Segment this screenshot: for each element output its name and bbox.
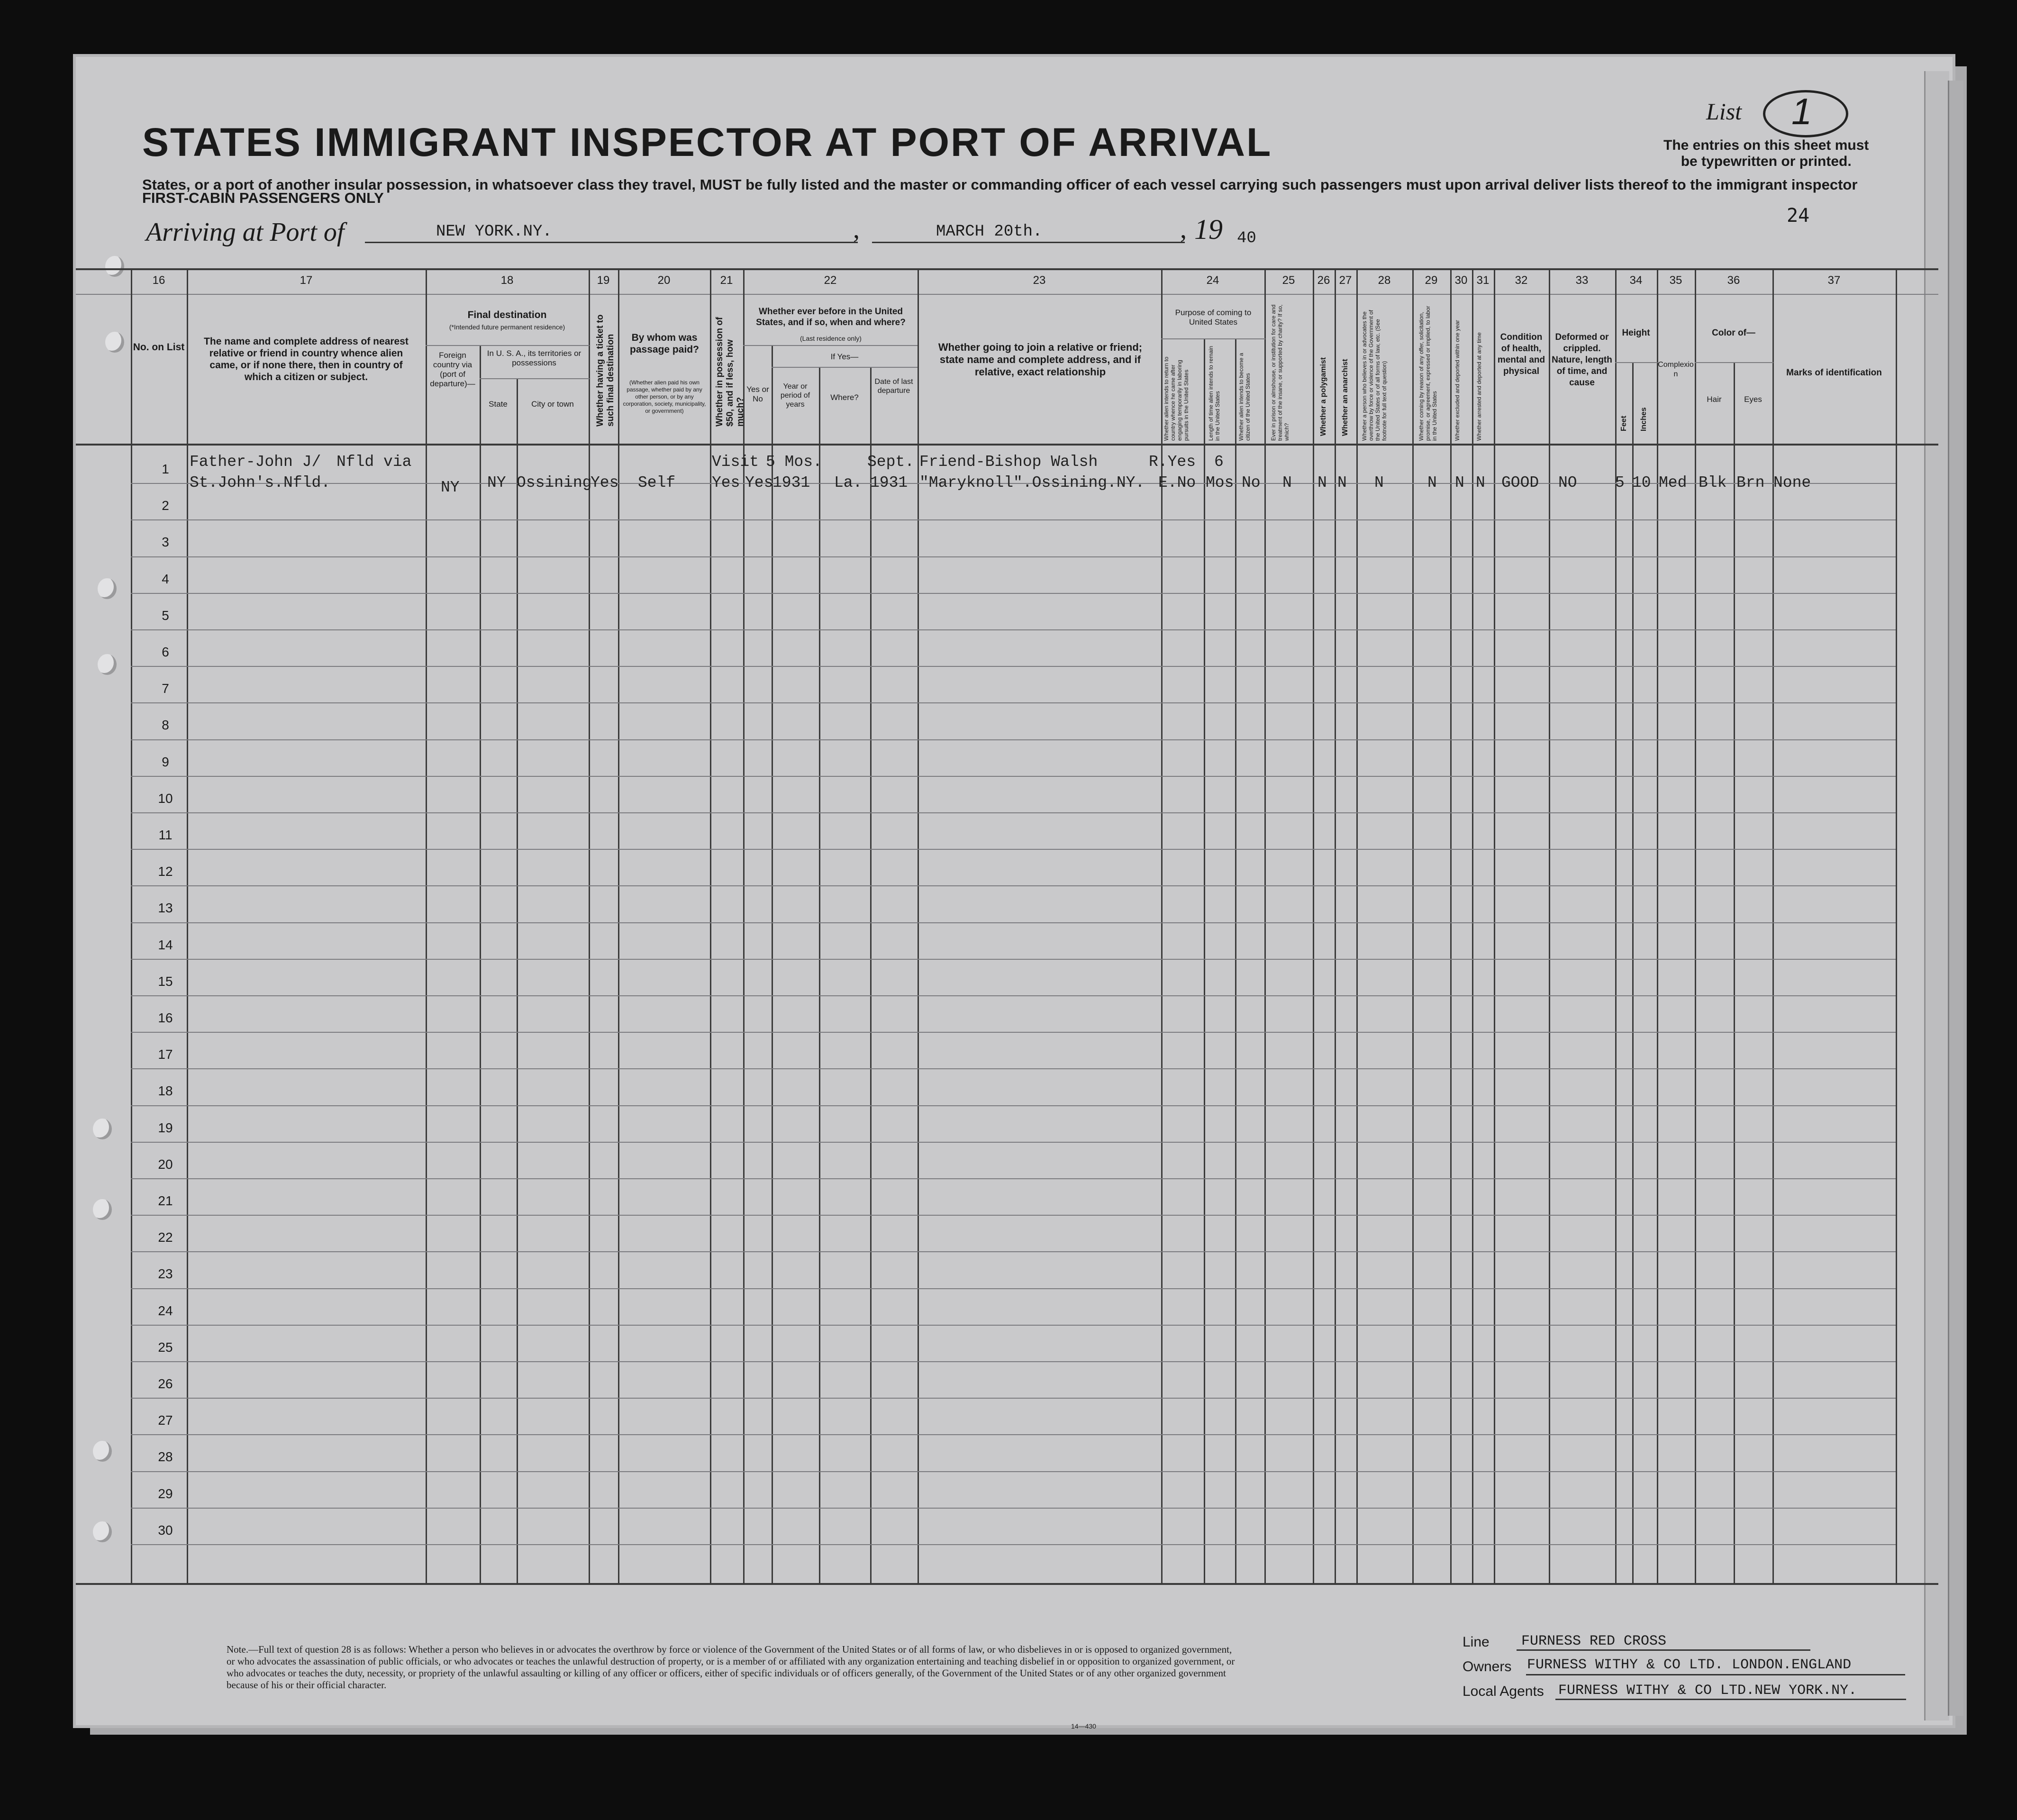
agents-value: FURNESS WITHY & CO LTD.NEW YORK.NY. <box>1558 1683 1857 1699</box>
row-number: 24 <box>158 1303 173 1318</box>
row-number: 19 <box>158 1120 173 1135</box>
entry1-hair: Blk <box>1699 474 1727 491</box>
page-edge-back <box>1948 81 1963 1716</box>
row-rule <box>131 1032 1896 1033</box>
row-rule <box>131 1142 1896 1143</box>
arrival-date: MARCH 20th. <box>936 223 1043 241</box>
arriving-label: Arriving at Port of <box>146 218 345 247</box>
colnum-19: 19 <box>597 274 610 287</box>
owners-label: Owners <box>1463 1659 1512 1674</box>
entry1-50-line1: Visit <box>712 453 759 471</box>
row-rule <box>131 1105 1896 1106</box>
header-anarchist: Whether an anarchist <box>1341 359 1349 436</box>
header-become-citizen: Whether alien intends to become a citizen of the United States <box>1238 353 1251 441</box>
entry1-complexion: Med <box>1659 474 1687 491</box>
entry1-relative-line1: Father-John J/ <box>190 453 321 471</box>
entry1-ticket: Yes <box>591 474 619 491</box>
row-number: 4 <box>162 572 169 586</box>
colnum-29: 29 <box>1425 274 1438 287</box>
entry1-foreign-line1: Nfld via <box>336 453 412 471</box>
row-number: 20 <box>158 1157 173 1172</box>
row-rule <box>131 959 1896 960</box>
subhead-rule <box>1161 338 1265 339</box>
entry1-foreign-country: NY <box>441 479 460 496</box>
colnum-16: 16 <box>152 274 165 287</box>
entries-note-line1: The entries on this sheet must <box>1663 137 1869 153</box>
entry1-inches: 10 <box>1632 474 1651 491</box>
header-arrested: Whether arrested and deported at any time <box>1476 332 1482 441</box>
row-rule <box>131 849 1896 850</box>
entry1-relative-line2: St.John's.Nfld. <box>190 474 331 491</box>
colnum-33: 33 <box>1575 274 1589 287</box>
header-intends-return: Whether alien intends to return to country whence he came after engaging temporarily in laboring pursuits in the United States <box>1163 356 1190 441</box>
comma: , <box>853 215 860 244</box>
row-number: 21 <box>158 1193 173 1208</box>
punch-hole <box>93 1441 112 1462</box>
header-bottom-rule <box>76 444 1938 446</box>
comma: , <box>1180 215 1187 244</box>
col-line <box>1264 268 1266 1584</box>
row-number: 30 <box>158 1523 173 1538</box>
row-number: 27 <box>158 1413 173 1428</box>
punch-hole <box>93 1199 112 1220</box>
table-top-rule <box>76 268 1938 270</box>
entry1-health: GOOD <box>1501 474 1539 491</box>
entry1-return-line1: R.Yes <box>1149 453 1196 471</box>
row-number: 16 <box>158 1010 173 1025</box>
row-number: 17 <box>158 1047 173 1062</box>
colnum-34: 34 <box>1629 274 1643 287</box>
row-rule <box>131 1471 1896 1472</box>
header-eyes: Eyes <box>1744 395 1762 404</box>
col-line <box>1472 268 1473 1584</box>
entry1-marks: None <box>1773 474 1811 491</box>
entry1-date-departure: 1931 <box>870 474 908 491</box>
row-rule <box>131 593 1896 594</box>
punch-hole <box>93 1521 112 1542</box>
row-rule <box>131 666 1896 667</box>
col-line <box>1494 268 1495 1584</box>
entry1-period: 1931 <box>772 474 810 491</box>
row-number: 5 <box>162 608 169 623</box>
header-where: Where? <box>830 393 859 402</box>
entry1-date-top: Sept. <box>867 453 915 471</box>
row-rule <box>131 556 1896 557</box>
table-bottom-rule <box>76 1583 1938 1585</box>
header-yes-no: Yes or No <box>746 385 769 403</box>
colnum-24: 24 <box>1206 274 1219 287</box>
header-if-yes: If Yes— <box>830 352 859 361</box>
entry1-50-line2: Yes <box>712 474 740 491</box>
list-label: List <box>1706 98 1742 125</box>
header-join-relative: Whether going to join a relative or friend; state name and complete address, and if relative, exact relationship <box>938 341 1143 378</box>
header-color-of: Color of— <box>1712 328 1755 338</box>
entry1-polygamist: N <box>1317 474 1327 491</box>
row-rule <box>131 995 1896 996</box>
entry1-period-top: 5 Mos. <box>766 453 822 471</box>
col-line <box>618 268 619 1584</box>
row-number: 29 <box>158 1486 173 1501</box>
row-rule <box>131 885 1896 886</box>
col-line <box>589 268 590 1584</box>
colnum-25: 25 <box>1282 274 1295 287</box>
arrival-year-suffix: 40 <box>1237 229 1256 247</box>
row-number: 8 <box>162 718 169 732</box>
colnum-28: 28 <box>1378 274 1391 287</box>
col-line <box>819 368 820 1584</box>
list-number: 1 <box>1791 91 1812 132</box>
col-line <box>426 268 427 1584</box>
row-rule <box>131 1508 1896 1509</box>
row-rule <box>131 1215 1896 1216</box>
entry1-anarchist: N <box>1337 474 1347 491</box>
row-rule <box>131 1288 1896 1289</box>
header-polygamist: Whether a polygamist <box>1319 357 1327 436</box>
row-rule <box>131 702 1896 703</box>
header-advocate: Whether a person who believes in or advocates the overthrow by force or violence of the Government of the United States or of all forms of law, etc. (See footnote for full text of question) <box>1361 309 1388 441</box>
page-edge <box>1924 71 1949 1720</box>
entry1-before-yes: Yes <box>745 474 773 491</box>
row-number: 1 <box>162 462 169 476</box>
header-marks: Marks of identification <box>1786 368 1882 378</box>
arrival-year-prefix: 19 <box>1194 214 1223 245</box>
row-rule <box>131 1544 1896 1545</box>
owners-underline <box>1526 1674 1905 1675</box>
header-complexion: Complexion <box>1658 361 1694 378</box>
row-number: 2 <box>162 498 169 513</box>
colnum-27: 27 <box>1339 274 1352 287</box>
line-underline <box>1517 1649 1810 1651</box>
subhead-rule <box>480 378 590 379</box>
subhead-rule <box>426 345 590 346</box>
colnum-36: 36 <box>1727 274 1740 287</box>
header-in-usa: In U. S. A., its territories or possessions <box>487 349 581 367</box>
col-line <box>1896 268 1897 1584</box>
col-line <box>1412 268 1414 1584</box>
colnum-17: 17 <box>300 274 313 287</box>
entries-note <box>1663 137 1869 170</box>
colnum-31: 31 <box>1476 274 1490 287</box>
row-number: 9 <box>162 755 169 769</box>
header-labor-offer: Whether coming by reason of any offer, solicitation, promise, or agreement, expressed or implied, to labor in the United States <box>1418 306 1438 441</box>
row-rule <box>131 1068 1896 1069</box>
row-number: 15 <box>158 974 173 989</box>
header-hair: Hair <box>1707 395 1722 404</box>
entry1-join-line2: "Maryknoll".Ossining.NY. <box>919 474 1145 491</box>
entry1-excluded: N <box>1455 474 1464 491</box>
entries-note-line2: be typewritten or printed. <box>1681 154 1852 169</box>
header-deformed: Deformed or crippled. Nature, length of time, and cause <box>1552 332 1612 388</box>
subhead-rule <box>743 345 918 346</box>
row-rule <box>131 519 1896 520</box>
header-final-destination-sub: (*Intended future permanent residence) <box>449 323 565 331</box>
colnum-35: 35 <box>1669 274 1682 287</box>
entry1-passage-paid: Self <box>638 474 676 491</box>
col-line <box>1657 268 1658 1584</box>
header-before-in-us-sub: (Last residence only) <box>800 335 862 342</box>
page-number: 24 <box>1787 205 1810 227</box>
entry1-feet: 5 <box>1615 474 1625 491</box>
entry1-return-line2: E.No <box>1158 474 1196 491</box>
subhead-rule <box>1695 362 1773 363</box>
line-label: Line <box>1463 1634 1490 1650</box>
col-line <box>1772 268 1774 1584</box>
col-line <box>1734 363 1735 1584</box>
header-feet: Feet <box>1620 416 1628 431</box>
row-number: 28 <box>158 1449 173 1464</box>
header-no-on-list: No. on List <box>133 342 185 353</box>
header-ticket: Whether having a ticket to such final destination <box>595 314 616 427</box>
header-relative: The name and complete address of nearest relative or friend in country whence alien came, or if none there, then in country of which a citizen or subject. <box>204 336 409 382</box>
col-line <box>1615 268 1617 1584</box>
col-line <box>131 268 132 1584</box>
form-title: STATES IMMIGRANT INSPECTOR AT PORT OF ARRIVAL <box>142 120 1272 164</box>
row-number: 22 <box>158 1230 173 1245</box>
row-number: 14 <box>158 937 173 952</box>
row-rule <box>131 1178 1896 1179</box>
form-instructions: States, or a port of another insular possession, in whatsoever class they travel, MUST be fully listed and the master or commanding officer of each vessel carrying such passengers must upon arrival deliver lists thereof to the immigrant inspector <box>142 176 1858 193</box>
header-height: Height <box>1622 328 1650 338</box>
col-line <box>918 268 919 1584</box>
entry1-join-line1: Friend-Bishop Walsh <box>919 453 1098 471</box>
header-before-in-us: Whether ever before in the United States, and if so, when and where? <box>756 307 906 328</box>
col-line <box>1356 268 1358 1584</box>
punch-hole <box>93 1119 112 1139</box>
entry1-eyes: Brn <box>1736 474 1765 491</box>
entry1-length-line1: 6 <box>1214 453 1224 471</box>
col-line <box>1695 268 1696 1584</box>
header-purpose: Purpose of coming to United States <box>1175 308 1252 327</box>
entry1-length-line2: Mos <box>1206 474 1234 491</box>
form-class-note: FIRST-CABIN PASSENGERS ONLY <box>142 190 384 206</box>
owners-value: FURNESS WITHY & CO LTD. LONDON.ENGLAND <box>1527 1657 1852 1673</box>
row-number: 6 <box>162 645 169 659</box>
punch-hole <box>105 256 124 277</box>
agents-label: Local Agents <box>1463 1684 1544 1699</box>
col-line <box>870 368 872 1584</box>
header-foreign-country: Foreign country via (port of departure)— <box>430 351 475 388</box>
entry1-state: NY <box>487 474 506 491</box>
entry1-arrested: N <box>1476 474 1485 491</box>
colnum-18: 18 <box>500 274 514 287</box>
port-underline <box>365 242 858 243</box>
row-number: 3 <box>162 535 169 549</box>
header-inches: Inches <box>1640 407 1648 431</box>
row-number: 18 <box>158 1083 173 1098</box>
row-rule <box>131 922 1896 923</box>
colnum-22: 22 <box>824 274 837 287</box>
col-line <box>710 268 711 1584</box>
entry1-prison: N <box>1282 474 1292 491</box>
entry1-labor-offer: N <box>1427 474 1437 491</box>
entry1-deformed: NO <box>1558 474 1577 491</box>
line-value: FURNESS RED CROSS <box>1521 1633 1667 1649</box>
subhead-rule <box>1615 362 1658 363</box>
row-rule <box>131 629 1896 630</box>
header-city: City or town <box>531 400 574 409</box>
agents-underline <box>1555 1699 1906 1700</box>
row-number: 26 <box>158 1376 173 1391</box>
header-prison: Ever in prison or almshouse, or institution for care and treatment of the insane, or supported by charity? If so, which? <box>1270 304 1290 441</box>
col-line <box>1313 268 1314 1584</box>
colnum-21: 21 <box>720 274 733 287</box>
header-passage-paid-sub: (Whether alien paid his own passage, whether paid by any other person, or by any corporation, society, municipality, or government) <box>623 379 706 414</box>
colnum-23: 23 <box>1033 274 1046 287</box>
header-length-stay: Length of time alien intends to remain in the United States <box>1208 346 1221 441</box>
row-number: 23 <box>158 1266 173 1281</box>
row-number: 13 <box>158 901 173 915</box>
col-line <box>1335 268 1336 1584</box>
col-line <box>517 379 518 1584</box>
col-line <box>1549 268 1550 1584</box>
date-underline <box>872 242 1185 243</box>
colnum-26: 26 <box>1317 274 1330 287</box>
header-date-departure: Date of last departure <box>874 378 913 395</box>
row-rule <box>131 1434 1896 1435</box>
row-number: 10 <box>158 791 173 806</box>
col-line <box>187 268 188 1584</box>
punch-hole <box>98 578 117 599</box>
row-number: 7 <box>162 681 169 696</box>
col-line <box>1632 363 1634 1584</box>
header-year-period: Year or period of years <box>780 382 810 409</box>
colnum-37: 37 <box>1827 274 1841 287</box>
row-rule <box>131 1398 1896 1399</box>
form-number: 14—430 <box>1071 1722 1096 1730</box>
punch-hole <box>98 654 117 675</box>
entry1-advocate: N <box>1374 474 1384 491</box>
row-number: 12 <box>158 864 173 879</box>
row-rule <box>131 1251 1896 1252</box>
subhead-rule <box>772 367 918 368</box>
manifest-sheet <box>76 57 1953 1725</box>
row-rule <box>131 1325 1896 1326</box>
arrival-port: NEW YORK.NY. <box>436 223 552 241</box>
row-rule <box>131 739 1896 740</box>
header-final-destination: Final destination <box>467 309 547 320</box>
col-line <box>1450 268 1452 1584</box>
row-rule <box>131 812 1896 813</box>
colnum-rule <box>76 294 1938 295</box>
row-rule <box>131 1361 1896 1362</box>
header-50-dollars: Whether in possession of $50, and if less, how much? <box>715 317 745 427</box>
header-excluded: Whether excluded and deported within one year <box>1454 320 1461 441</box>
header-state: State <box>489 400 508 409</box>
colnum-20: 20 <box>657 274 671 287</box>
entry1-where: La. <box>834 474 863 491</box>
row-rule <box>131 776 1896 777</box>
row-number: 25 <box>158 1340 173 1355</box>
row-number: 11 <box>158 828 173 842</box>
punch-hole <box>105 332 124 353</box>
colnum-32: 32 <box>1515 274 1528 287</box>
header-passage-paid: By whom was passage paid? <box>630 332 699 355</box>
colnum-30: 30 <box>1454 274 1468 287</box>
entry1-citizen: No <box>1242 474 1261 491</box>
header-health: Condition of health, mental and physical <box>1497 332 1545 376</box>
entry1-city: Ossining <box>517 474 592 491</box>
footnote-question-28: Note.—Full text of question 28 is as follows: Whether a person who believes in or advocates the overthrow by force or violence of the Government of the United States or of all forms of law, or who disbelieves in or is opposed to organized government, or who advocates the assassination of public officials, or who advocates or teaches the unlawful destruction of property, or is a member of or affiliated with any organization entertaining and teaching disbelief in or opposition to organized government, or who advocates or teaches the duty, necessity, or propriety of the unlawful assaulting or killing of any officer or officers, either of specific individuals or of officers generally, of the Government of the United States or of any other organized government because of his or their official character. <box>227 1644 1235 1691</box>
